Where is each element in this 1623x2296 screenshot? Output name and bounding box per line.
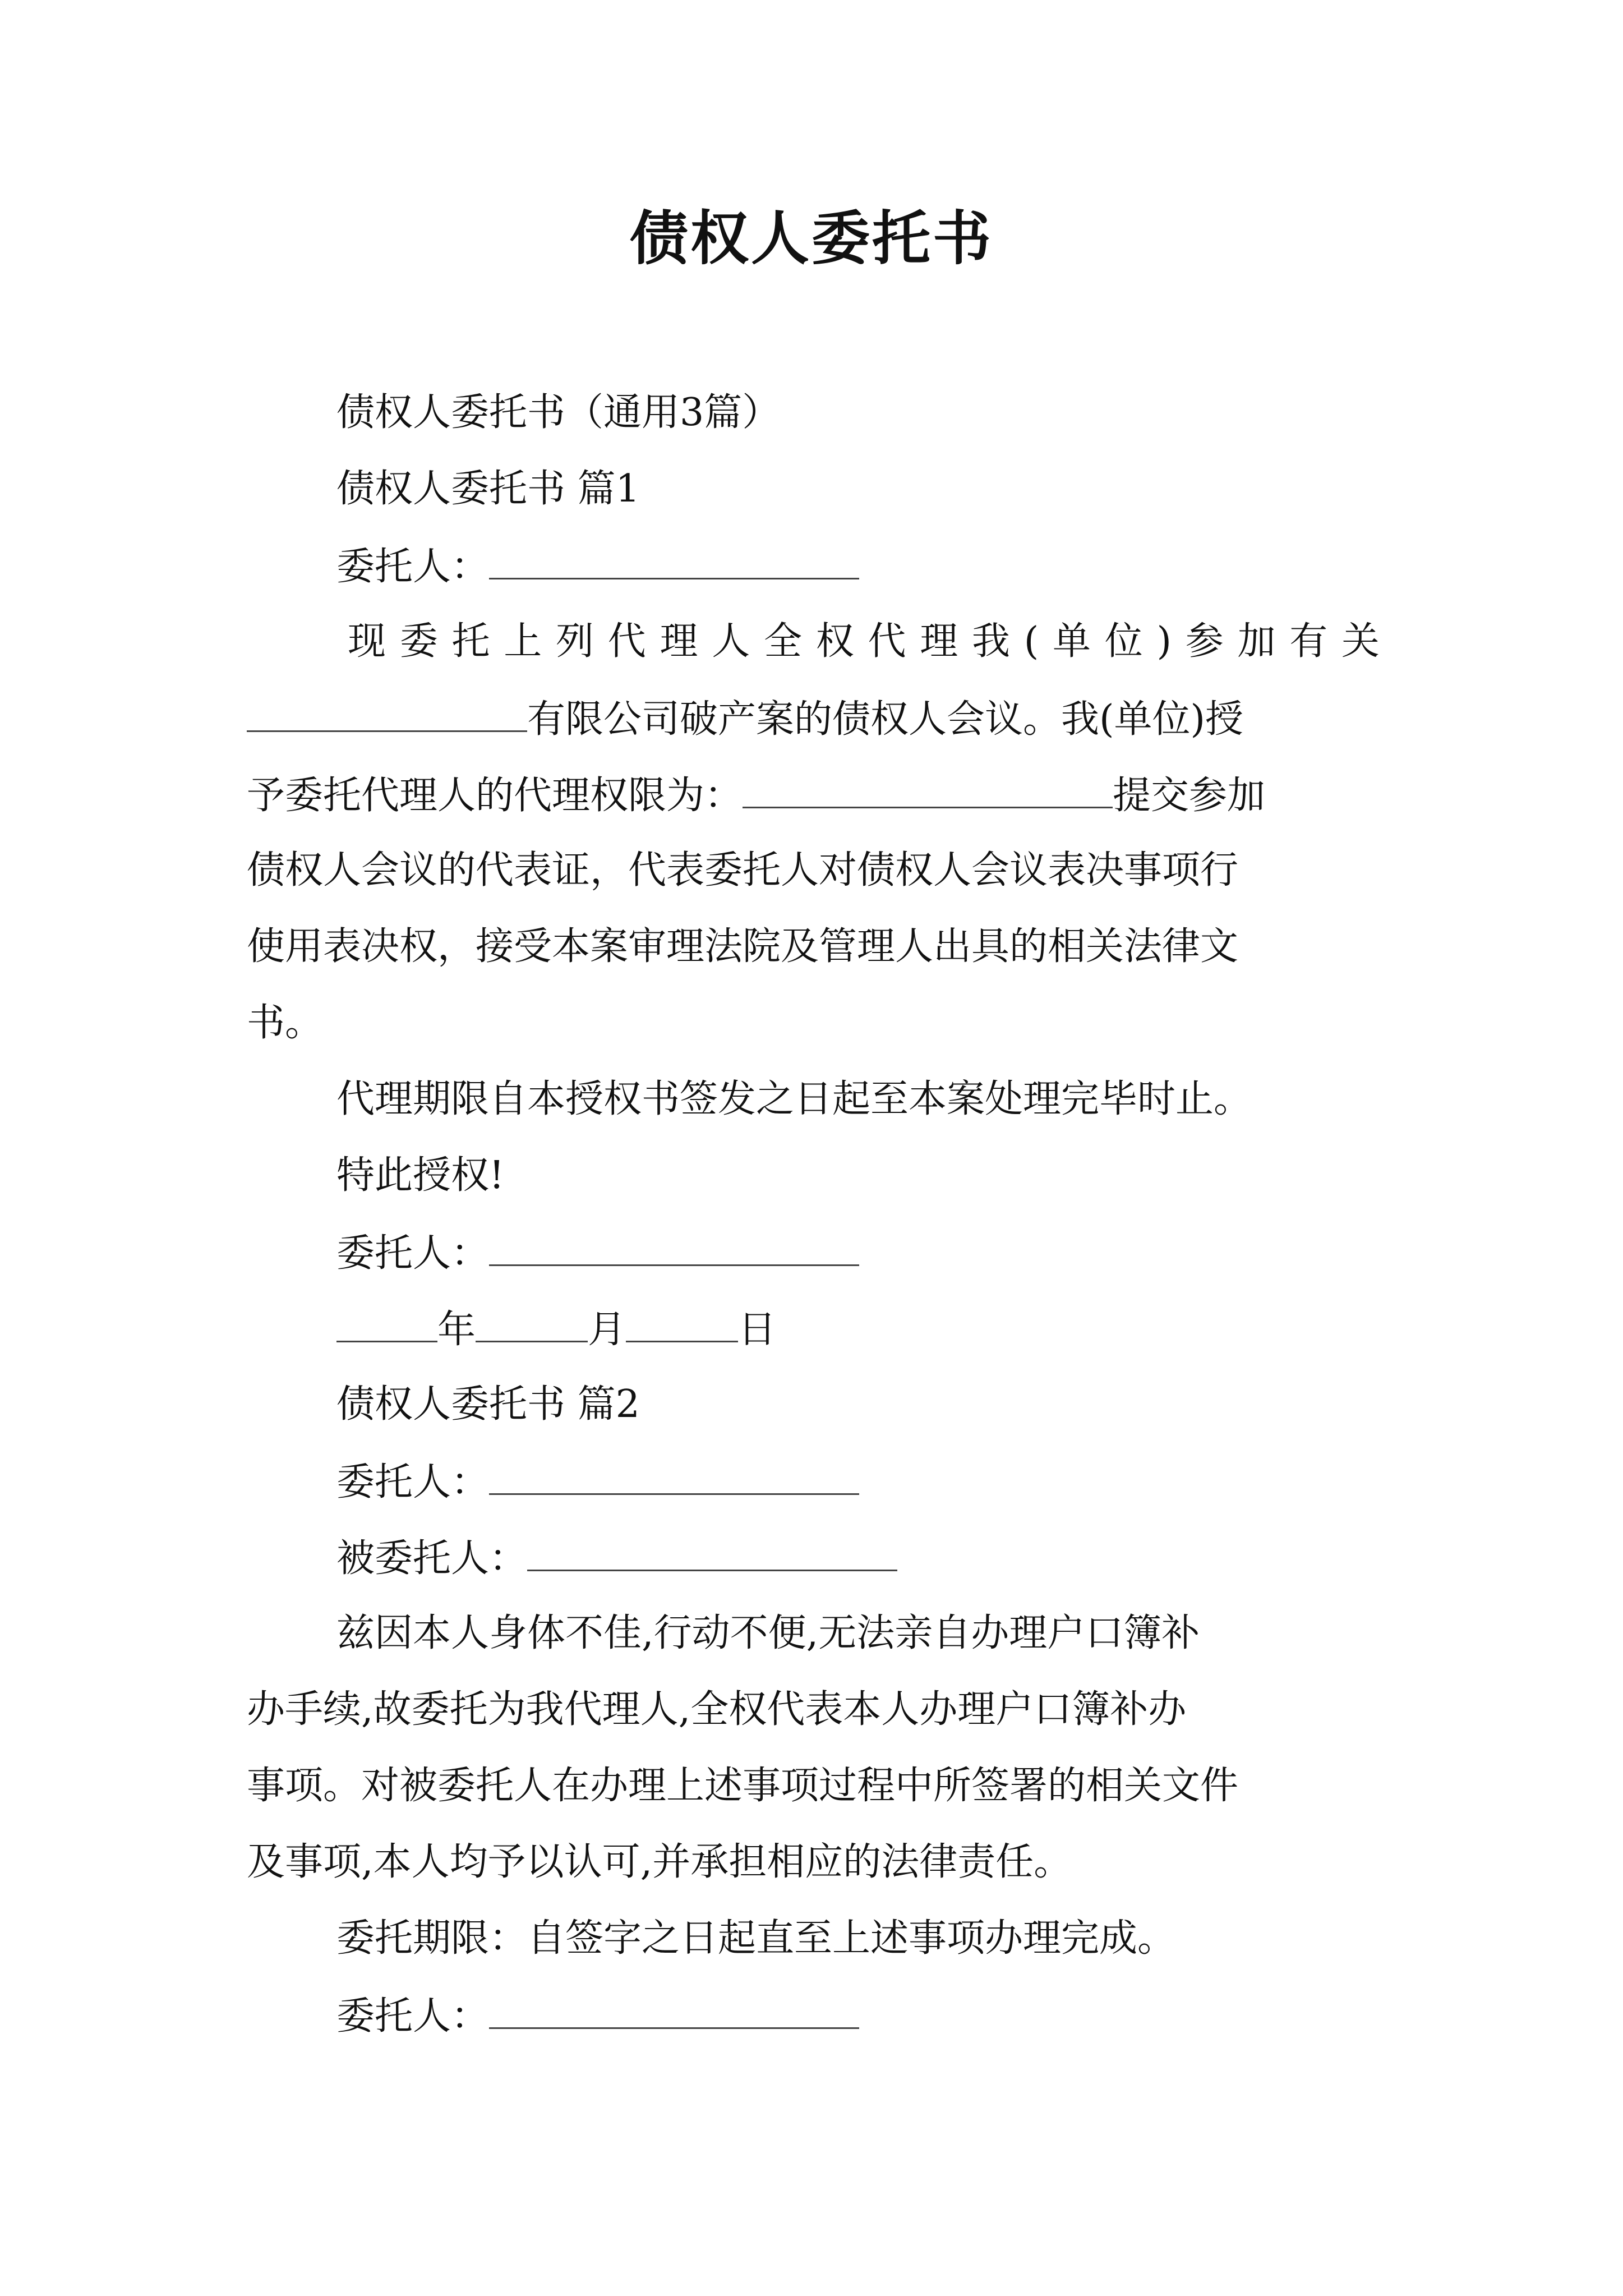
part2-client-label: 委托人： (336, 1460, 490, 1504)
part1-para-line4: 债权人会议的代表证，代表委托人对债权人会议表决事项行 (247, 848, 1239, 892)
part1-para-line1: 现委托上列代理人全权代理我(单位)参加有关 (348, 619, 1380, 664)
part1-para-line2 (247, 690, 1243, 748)
part2-para-line3: 事项。对被委托人在办理上述事项过程中所签署的相关文件 (247, 1764, 1239, 1808)
part1-authority-blank (743, 766, 1113, 808)
document-title: 债权人委托书 (629, 204, 993, 273)
document-subtitle: 债权人委托书（通用3篇） (336, 390, 781, 435)
part1-client-label: 委托人： (336, 545, 490, 589)
part2-client-blank (489, 1453, 859, 1495)
part1-para-line3-text-a: 予委托代理人的代理权限为： (247, 774, 743, 818)
part1-para-line2-text: 有限公司破产案的债权人会议。我(单位)授 (527, 697, 1244, 742)
part1-year-blank (336, 1300, 437, 1342)
part2-para-line2: 办手续,故委托为我代理人,全权代表本人办理户口簿补办 (247, 1687, 1187, 1732)
part1-closing: 特此授权! (336, 1153, 505, 1198)
part1-day-label: 日 (738, 1308, 777, 1352)
part1-para-line3 (247, 766, 1265, 824)
part2-sign-blank (489, 1987, 859, 2029)
part2-agent-label: 被委托人： (336, 1536, 528, 1581)
part2-client-row (336, 1453, 859, 1511)
part1-para-line3-text-b: 提交参加 (1113, 774, 1266, 818)
part1-client-blank (489, 537, 859, 579)
part1-sign-row (336, 1224, 859, 1282)
part2-sign-label: 委托人： (336, 1994, 490, 2039)
part1-month-label: 月 (588, 1308, 626, 1352)
part1-sign-blank (489, 1224, 859, 1266)
part2-agent-blank (527, 1529, 897, 1571)
part2-para-line4: 及事项,本人均予以认可,并承担相应的法律责任。 (247, 1840, 1072, 1884)
part1-sign-label: 委托人： (336, 1231, 490, 1276)
part2-sign-row (336, 1987, 859, 2045)
part1-para-line6: 书。 (247, 1001, 324, 1045)
part1-client-row (336, 537, 859, 595)
part2-term: 委托期限：自签字之日起直至上述事项办理完成。 (336, 1916, 1176, 1961)
part2-agent-row (336, 1529, 897, 1587)
part1-term: 代理期限自本授权书签发之日起至本案处理完毕时止。 (336, 1077, 1252, 1121)
part1-day-blank (626, 1300, 738, 1342)
part1-para-line5: 使用表决权，接受本案审理法院及管理人出具的相关法律文 (247, 924, 1239, 969)
part2-para-line1: 兹因本人身体不佳,行动不便,无法亲自办理户口簿补 (336, 1611, 1200, 1655)
part1-company-blank (247, 690, 527, 732)
part1-year-label: 年 (437, 1308, 476, 1352)
part1-month-blank (476, 1300, 588, 1342)
part1-date-row (336, 1300, 776, 1358)
part1-heading: 债权人委托书 篇1 (336, 467, 640, 511)
part2-heading: 债权人委托书 篇2 (336, 1382, 640, 1427)
